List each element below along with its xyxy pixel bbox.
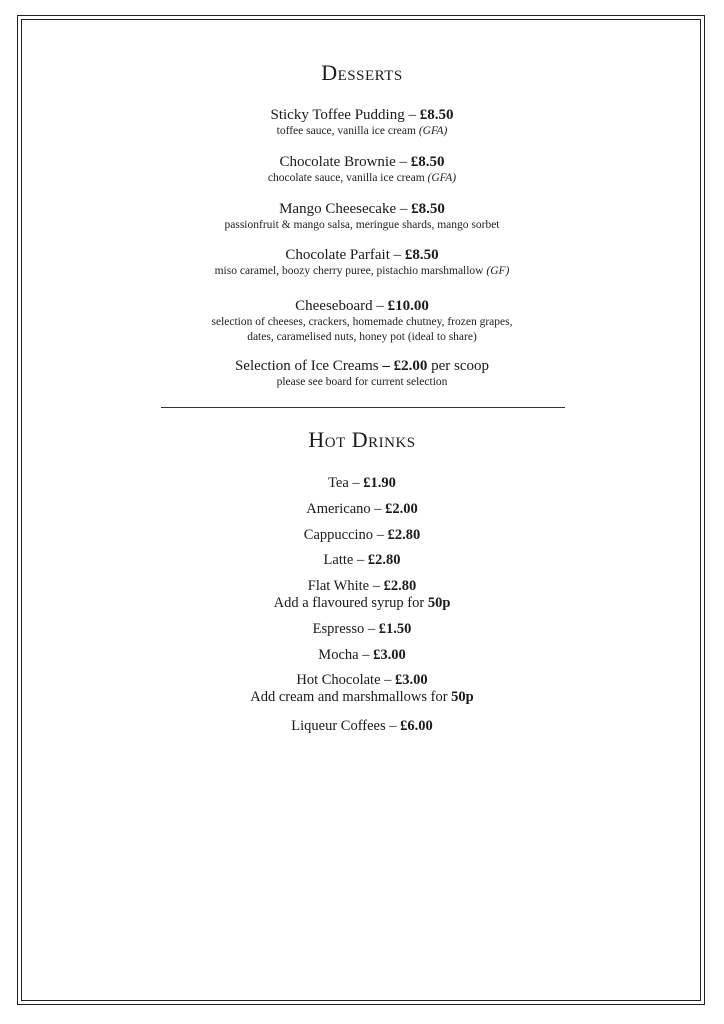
item-price: £8.50	[404, 247, 439, 263]
item-title	[22, 246, 702, 264]
item-title	[22, 357, 702, 375]
drink-price: £2.00	[385, 501, 418, 517]
menu-item	[22, 357, 702, 390]
drink-price: £2.80	[387, 527, 421, 543]
drink-price: £2.80	[383, 578, 417, 594]
item-separator: –	[353, 552, 368, 568]
drink-price: £3.00	[373, 647, 406, 663]
menu-item	[22, 106, 702, 139]
item-title	[22, 200, 702, 218]
drink-price: £1.50	[378, 621, 412, 637]
drink-title	[22, 672, 702, 689]
item-title	[22, 106, 702, 124]
item-name: Chocolate Parfait	[285, 247, 390, 263]
item-separator: –	[372, 298, 388, 314]
drink-item	[22, 475, 702, 492]
item-description-continued: dates, caramelised nuts, honey pot (ideal to share)	[247, 331, 477, 343]
price-suffix: per scoop	[427, 358, 490, 374]
item-name: Chocolate Brownie	[279, 154, 396, 170]
item-separator: –	[380, 672, 396, 688]
menu-item	[22, 200, 702, 233]
item-name: Sticky Toffee Pudding	[270, 107, 405, 123]
item-description: please see board for current selection	[276, 376, 448, 388]
drink-name: Hot Chocolate	[296, 672, 381, 688]
dietary-note: (GF)	[486, 265, 510, 277]
drink-item	[22, 527, 702, 544]
drink-item	[22, 718, 702, 735]
item-title	[22, 297, 702, 315]
item-separator: –	[389, 247, 405, 263]
item-description-line	[22, 171, 702, 186]
drink-name: Liqueur Coffees	[291, 718, 386, 734]
drink-price: £6.00	[400, 718, 433, 734]
item-description-line	[22, 218, 702, 233]
drink-item	[22, 501, 702, 518]
item-separator: –	[370, 501, 386, 517]
drink-item	[22, 647, 702, 664]
desserts-heading: Desserts	[321, 60, 403, 85]
item-description: miso caramel, boozy cherry puree, pistachio marshmallow	[214, 265, 484, 277]
drink-addon	[22, 689, 702, 706]
drink-name: Mocha	[318, 647, 359, 663]
drink-item	[22, 552, 702, 569]
drink-addon	[22, 595, 702, 612]
item-title	[22, 153, 702, 171]
item-description: toffee sauce, vanilla ice cream	[276, 125, 416, 137]
item-description-line	[22, 264, 702, 279]
item-description-line	[22, 124, 702, 139]
addon-price: 50p	[427, 595, 451, 611]
item-price: £10.00	[387, 298, 429, 314]
drink-item	[22, 578, 702, 612]
drink-price: £3.00	[395, 672, 428, 688]
item-price: £2.00	[393, 358, 428, 374]
addon-text: Add a flavoured syrup for	[273, 595, 428, 611]
menu-item	[22, 246, 702, 279]
item-name: Cheeseboard	[295, 298, 373, 314]
dietary-note: (GFA)	[427, 172, 457, 184]
addon-text: Add cream and marshmallows for	[250, 689, 452, 705]
hot-drinks-heading: Hot Drinks	[308, 427, 416, 452]
drink-name: Tea	[328, 475, 349, 491]
item-name: Selection of Ice Creams	[234, 358, 379, 374]
item-separator: –	[364, 621, 379, 637]
item-price: £8.50	[419, 107, 454, 123]
drink-price: £1.90	[363, 475, 396, 491]
drink-name: Americano	[306, 501, 371, 517]
drink-price: £2.80	[367, 552, 401, 568]
addon-price: 50p	[451, 689, 474, 705]
item-separator: –	[395, 154, 411, 170]
dietary-note: (GFA)	[418, 125, 448, 137]
drink-title	[22, 578, 702, 595]
item-description: chocolate sauce, vanilla ice cream	[267, 172, 425, 184]
menu-item	[22, 153, 702, 186]
item-price: £8.50	[410, 154, 445, 170]
item-name: Mango Cheesecake	[279, 201, 397, 217]
item-separator: –	[385, 718, 401, 734]
section-divider	[161, 407, 565, 408]
drink-item	[22, 672, 702, 706]
item-separator: –	[396, 201, 412, 217]
item-description: selection of cheeses, crackers, homemade chutney, frozen grapes,	[211, 316, 513, 328]
drink-name: Cappuccino	[303, 527, 374, 543]
item-separator: –	[348, 475, 364, 491]
item-separator: –	[404, 107, 420, 123]
item-separator: –	[369, 578, 384, 594]
drink-name: Espresso	[312, 621, 365, 637]
item-description: passionfruit & mango salsa, meringue shards, mango sorbet	[224, 219, 500, 231]
item-price: £8.50	[411, 201, 445, 217]
item-separator: –	[358, 647, 374, 663]
item-separator: –	[378, 358, 394, 374]
item-separator: –	[373, 527, 388, 543]
menu-item	[22, 297, 702, 345]
drink-name: Latte	[323, 552, 354, 568]
drink-name: Flat White	[307, 578, 370, 594]
drink-item	[22, 621, 702, 638]
